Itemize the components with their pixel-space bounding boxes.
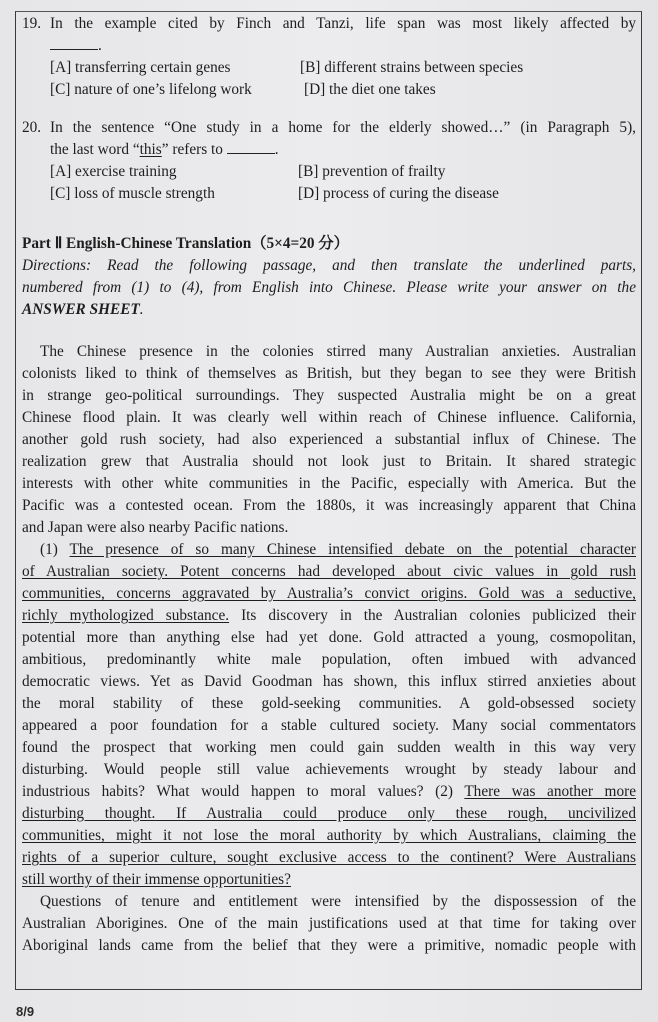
stem-text: the last word “: [50, 141, 140, 158]
text-line: and Japan were also nearby Pacific nations.: [22, 519, 289, 536]
underlined-translation-text: of Australian society. Potent concerns had developed about civic values in gold rush: [22, 563, 636, 580]
text-line: Questions of tenure and entitlement were intensified by the dispossession of the: [40, 893, 636, 910]
underlined-translation-text: The presence of so many Chinese intensified debate on the potential character: [69, 541, 636, 558]
option-d: [D] the diet one takes: [304, 81, 436, 98]
text-line: [22, 869, 636, 891]
text-line: Australian Aborigines. One of the main justifications used at that time for taking over: [22, 915, 636, 932]
text-line: Chinese flood plain. It was clearly well within reach of Chinese influence. California,: [22, 409, 636, 426]
text-line: Pacific was a contested ocean. From the 1880s, it was increasingly apparent that China: [22, 497, 636, 514]
part-2-title: Part Ⅱ English-Chinese Translation（5×4=20 分）: [22, 235, 349, 252]
directions-line-3: [22, 299, 636, 321]
question-19-options: [22, 57, 636, 101]
part-2-header: [22, 233, 636, 321]
question-20-stem: [22, 117, 636, 139]
passage-paragraph-3: [22, 891, 636, 957]
answer-blank: [227, 139, 275, 154]
question-stem-text: In the sentence “One study in a home for the elderly showed…” (in Paragraph 5),: [50, 119, 636, 136]
underlined-translation-text: communities, might it not lose the moral authority by which Australians, claiming the: [22, 827, 636, 844]
answer-blank: [50, 35, 98, 50]
period: .: [274, 141, 279, 158]
option-c: [C] nature of one’s lifelong work: [50, 81, 252, 98]
period: .: [98, 37, 102, 54]
text-line: the moral stability of these gold-seeking communities. A gold-obsessed society: [22, 695, 636, 712]
directions-line-1: Directions: Read the following passage, and then translate the underlined parts,: [22, 257, 636, 274]
page-number: 8/9: [16, 1004, 35, 1019]
question-number: 19.: [22, 15, 42, 32]
exam-page-content: [22, 13, 636, 957]
text-line: The Chinese presence in the colonies stirred many Australian anxieties. Australian: [40, 343, 636, 360]
option-a: [A] exercise training: [50, 163, 177, 180]
text-line: [22, 539, 636, 561]
text-line: another gold rush society, had also experienced a substantial influx of Chinese. The: [22, 431, 636, 448]
question-20: [22, 117, 636, 205]
text-line: interests with other white communities in the Pacific, especially with America. But the: [22, 475, 636, 492]
option-b: [B] different strains between species: [300, 59, 524, 76]
underlined-translation-text: still worthy of their immense opportunities?: [22, 871, 291, 888]
text-line: disturbing. Would people still value achievements wrought by steady labour and: [22, 761, 636, 778]
directions-line-2: numbered from (1) to (4), from English into Chinese. Please write your answer on the: [22, 279, 636, 296]
underlined-translation-text: communities, concerns aggravated by Australia’s convict origins. Gold was a seductive,: [22, 585, 636, 602]
option-a: [A] transferring certain genes: [50, 59, 231, 76]
text-line: Aboriginal lands came from the belief that they were a primitive, nomadic people with: [22, 937, 636, 954]
underlined-word: this: [139, 141, 162, 158]
passage-paragraph-2: [22, 539, 636, 891]
question-19: [22, 13, 636, 101]
text-span: Its discovery in the Australian colonies publicized their: [229, 607, 636, 624]
text-line: [22, 605, 636, 627]
question-number: 20.: [22, 119, 42, 136]
text-line: colonists liked to think of themselves as British, but they began to see they were British: [22, 365, 636, 382]
underlined-translation-text: rights of a superior culture, sought exclusive access to the continent? Were Australians: [22, 849, 636, 866]
text-span: industrious habits? What would happen to moral values? (2): [22, 783, 465, 800]
text-line: found the prospect that working men could gain sudden wealth in this way very: [22, 739, 636, 756]
period: .: [139, 301, 144, 318]
underlined-translation-text: There was another more: [464, 783, 636, 800]
text-line: ambitious, predominantly white male population, often imbued with advanced: [22, 651, 636, 668]
option-b: [B] prevention of frailty: [298, 163, 446, 180]
question-19-blank-line: [22, 35, 636, 57]
question-20-options: [22, 161, 636, 205]
option-d: [D] process of curing the disease: [298, 185, 499, 202]
text-line: in strange geo-political surroundings. They suspected Australia might be on a great: [22, 387, 636, 404]
text-line: [22, 781, 636, 803]
text-line: realization grew that Australia should not look just to Britain. It shared strategic: [22, 453, 636, 470]
option-c: [C] loss of muscle strength: [50, 185, 215, 202]
underlined-translation-text: richly mythologized substance.: [22, 607, 230, 624]
stem-text: ” refers to: [161, 141, 227, 158]
translation-item-number: (1): [40, 541, 70, 558]
text-line: potential more than anything else had yet done. Gold attracted a young, cosmopolitan,: [22, 629, 636, 646]
text-line: democratic views. Yet as David Goodman has shown, this influx stirred anxieties about: [22, 673, 636, 690]
question-19-stem: [22, 13, 636, 35]
passage-paragraph-1: [22, 341, 636, 539]
underlined-translation-text: disturbing thought. If Australia could produce only these rough, uncivilized: [22, 805, 636, 822]
question-20-stem-line2: [22, 139, 636, 161]
answer-sheet-label: ANSWER SHEET: [22, 301, 140, 318]
text-line: appeared a poor foundation for a stable cultured society. Many social commentators: [22, 717, 636, 734]
question-stem-text: In the example cited by Finch and Tanzi, life span was most likely affected by: [50, 15, 636, 32]
